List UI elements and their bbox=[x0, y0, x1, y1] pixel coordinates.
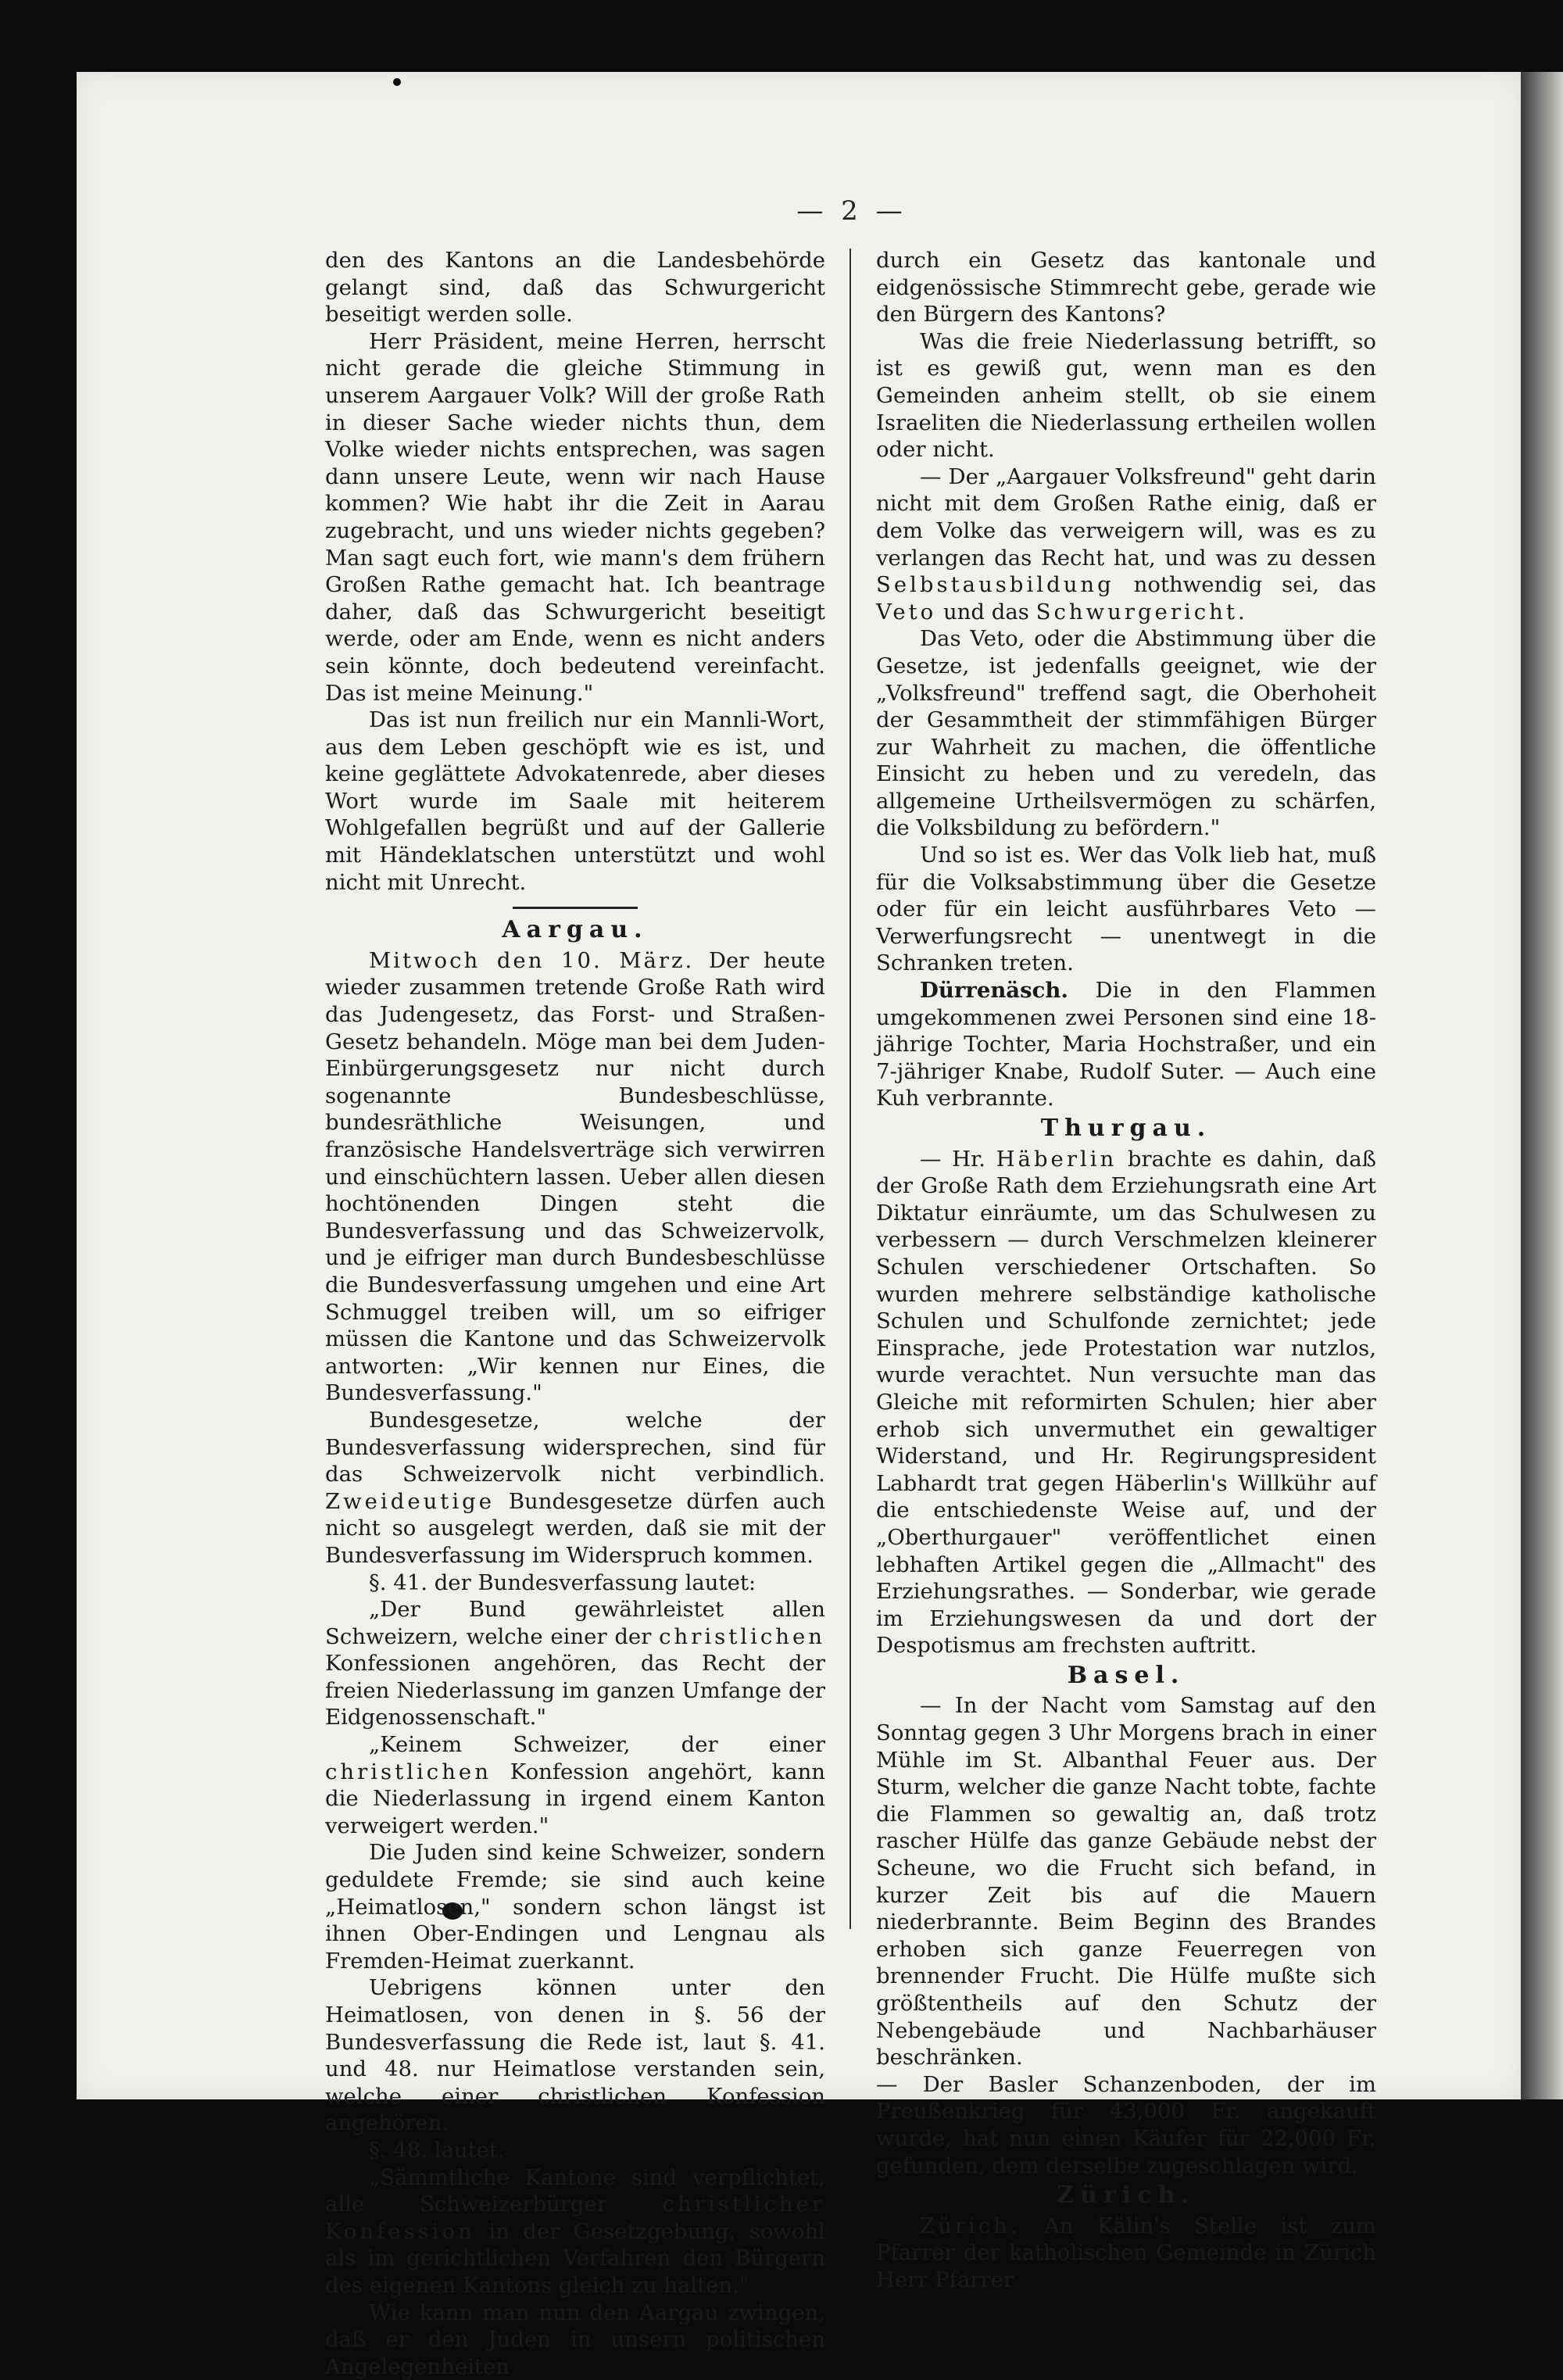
paragraph bbox=[325, 947, 825, 1407]
paragraph: §. 48. lautet. bbox=[369, 2137, 505, 2163]
right-column bbox=[876, 247, 1376, 2294]
paragraph: Uebrigens können unter den Heimatlosen, von denen in §. 56 der Bundesverfassung die Rede ist, laut §. 41. und 48. nur Heimatlose verstanden sein, welche einer christlichen Konfession angehören. bbox=[325, 1975, 825, 2136]
paragraph-text: „Sämmtliche Kantone sind verpflichtet, alle Schweizerbürger bbox=[325, 2164, 825, 2217]
paragraph-text: Die in den Flammen umgekommenen zwei Personen sind eine 18-jährige Tochter, Maria Hochstraßer, und ein 7-jähriger Knabe, Rudolf Suter. — Auch eine Kuh verbrannte. bbox=[876, 978, 1376, 1111]
paragraph: §. 41. der Bundesverfassung lautet: bbox=[369, 1569, 756, 1595]
emphasis-text: christlichen bbox=[325, 1759, 492, 1784]
emphasis-text: Veto bbox=[876, 599, 937, 625]
paragraph: den des Kantons an die Landesbehörde gelangt sind, daß das Schwurgericht beseitigt werden solle. bbox=[325, 248, 825, 327]
paragraph: durch ein Gesetz das kantonale und eidgenössische Stimmrecht gebe, gerade wie den Bürgern des Kantons? bbox=[876, 248, 1376, 327]
quote bbox=[325, 1596, 825, 1731]
paragraph-text: An Kälin's Stelle ist zum Pfarrer der katholischen Gemeinde in Zürich Herr Pfarrer bbox=[876, 2213, 1376, 2292]
paragraph-text: Konfessionen angehören, das Recht der freien Niederlassung im ganzen Umfange der Eidgenossenschaft." bbox=[325, 1651, 825, 1730]
paragraph bbox=[876, 977, 1376, 1112]
quote bbox=[325, 1731, 825, 1839]
dateline: Zürich. bbox=[920, 2213, 1021, 2239]
paragraph: — Der Basler Schanzenboden, der im Preußenkrieg für 43,000 Fr. angekauft wurde, hat nun einen Käufer für 22,000 Fr. gefunden, dem derselbe zugeschlagen wird. bbox=[876, 2071, 1376, 2178]
paragraph: Herr Präsident, meine Herren, herrscht nicht gerade die gleiche Stimmung in unserem Aargauer Volk? Will der große Rath in dieser Sache wieder nichts thun, dem Volke wieder nichts entsprechen, was sagen dann unsere Leute, wenn wir nach Hause kommen? Wie habt ihr die Zeit in Aarau zugebracht, und uns wieder nichts gegeben? Man sagt euch fort, wie mann's dem frühern Großen Rathe gemacht hat. Ich beantrage daher, daß das Schwurgericht beseitigt werde, oder am Ende, wenn es nicht anders sein könnte, doch bedeutend vereinfacht. Das ist meine Meinung." bbox=[325, 328, 825, 706]
page-number: — 2 — bbox=[796, 195, 907, 227]
emphasis-text: Zweideutige bbox=[325, 1488, 495, 1514]
paragraph-text: brachte es dahin, daß der Große Rath dem Erziehungsrath eine Art Diktatur einräumte, um das Schulwesen zu verbessern — durch Verschmelzen kleinerer Schulen verschiedener Ortschaften. So wurden mehrere selbständige katholische Schulen und Schulfonde zernichtet; jede Einsprache, jede Protestation war nutzlos, wurde verachtet. Nun versuchte man das Gleiche mit reformirten Schulen; hier aber erhob sich unvermuthet ein gewaltiger Widerstand, und Hr. Regirungspresident Labhardt trat gegen Häberlin's Willkühr auf die entschiedenste Weise auf, und der „Oberthurgauer" veröffentlichet einen lebhaften Artikel gegen die „Allmacht" des Erziehungsrathes. — Sonderbar, wie gerade im Erziehungswesen da und dort der Despotismus am frechsten auftritt. bbox=[876, 1146, 1376, 1659]
paragraph-text: Der heute wieder zusammen tretende Große Rath wird das Judengesetz, das Forst- und Straßen-Gesetz behandeln. Möge man bei dem Juden-Einbürgerungsgesetz nur nicht durch sogenannte Bundesbeschlüsse, bundesräthliche Weisungen, und französische Handelsverträge sich verwirren und einschüchtern lassen. Ueber allen diesen hochtönenden Dingen steht die Bundesverfassung und das Schweizervolk, und je eifriger man durch Bundesbeschlüsse die Bundesverfassung umgehen und eine Art Schmuggel treiben will, um so eifriger müssen die Kantone und das Schweizervolk antworten: „Wir kennen nur Eines, die Bundesverfassung." bbox=[325, 947, 825, 1406]
dateline: Mitwoch den 10. März. bbox=[369, 947, 695, 973]
paragraph-text: Bundesgesetze dürfen auch nicht so ausgelegt werden, daß sie mit der Bundesverfassung im Widerspruch kommen. bbox=[325, 1488, 825, 1568]
place-name: Dürrenäsch. bbox=[920, 978, 1068, 1004]
paragraph bbox=[876, 463, 1376, 626]
ink-mark bbox=[393, 78, 401, 86]
paragraph-text: und das bbox=[942, 599, 1029, 625]
paragraph-text: Bundesgesetze, welche der Bundesverfassung widersprechen, sind für das Schweizervolk nicht verbindlich. bbox=[325, 1407, 825, 1487]
paragraph: Das Veto, oder die Abstimmung über die Gesetze, ist jedenfalls geeignet, wie der „Volksfreund" treffend sagt, die Oberhoheit der Gesammtheit der stimmfähigen Bürger zur Wahrheit zu machen, die öffentliche Einsicht zu heben und zu veredeln, das allgemeine Urtheilsvermögen zu schärfen, die Volksbildung zu befördern." bbox=[876, 626, 1376, 841]
emphasis-text: Häberlin bbox=[996, 1146, 1118, 1172]
emphasis-text: Selbstausbildung bbox=[876, 572, 1114, 598]
emphasis-text: christlicher Konfession bbox=[325, 2192, 825, 2244]
emphasis-text: christlichen bbox=[659, 1623, 825, 1649]
paragraph: Und so ist es. Wer das Volk lieb hat, muß für die Volksabstimmung über die Gesetze oder für ein leicht ausführbares Veto — Verwerfungsrecht — unentwegt in die Schranken treten. bbox=[876, 843, 1376, 976]
paragraph-text: „Keinem Schweizer, der einer bbox=[369, 1732, 825, 1758]
paragraph-text: — Hr. bbox=[920, 1146, 985, 1172]
paragraph-text: nothwendig sei, das bbox=[1133, 572, 1376, 598]
paragraph-text: „Der Bund gewährleistet allen Schweizern, welche einer der bbox=[325, 1597, 825, 1649]
paragraph bbox=[325, 1407, 825, 1569]
section-heading-thurgau: Thurgau. bbox=[1040, 1115, 1212, 1142]
paragraph bbox=[876, 2213, 1376, 2294]
paragraph: Die Juden sind keine Schweizer, sondern geduldete Fremde; sie sind auch keine „Heimatlosen," sondern schon längst ist ihnen Ober-Endingen und Lengnau als Fremden-Heimat zuerkannt. bbox=[325, 1840, 825, 1974]
paragraph: Wie kann man nun den Aargau zwingen, daß er den Juden in unsern politischen Angelegenheiten bbox=[325, 2299, 825, 2379]
section-divider bbox=[513, 907, 638, 909]
paragraph: Was die freie Niederlassung betrifft, so ist es gewiß gut, wenn man es den Gemeinden anheim stellt, ob sie einem Israeliten die Niederlassung ertheilen wollen oder nicht. bbox=[876, 328, 1376, 463]
paragraph-text: in der Gesetzgebung, sowohl als im gerichtlichen Verfahren den Bürgern des eigenen Kantons gleich zu halten." bbox=[325, 2218, 825, 2298]
paragraph bbox=[876, 1146, 1376, 1659]
section-heading-basel: Basel. bbox=[1067, 1661, 1186, 1689]
section-heading-aargau: Aargau. bbox=[502, 916, 649, 944]
emphasis-text: Schwurgericht. bbox=[1035, 599, 1248, 625]
paragraph-text: Konfession angehört, kann die Niederlassung in irgend einem Kanton verweigert werden." bbox=[325, 1759, 825, 1838]
paragraph: — In der Nacht vom Samstag auf den Sonntag gegen 3 Uhr Morgens brach in einer Mühle im St. Albanthal Feuer aus. Der Sturm, welcher die ganze Nacht tobte, fachte die Flammen so gewaltig an, daß trotz rascher Hülfe das ganze Gebäude nebst der Scheune, wo die Frucht sich befand, in kurzer Zeit bis auf die Mauern niederbrannte. Beim Beginn des Brandes erhoben sich ganze Feuerregen von brennender Frucht. Die Hülfe mußte sich größtentheils auf den Schutz der Nebengebäude und Nachbarhäuser beschränken. bbox=[876, 1693, 1376, 2070]
quote bbox=[325, 2164, 825, 2299]
paragraph: Das ist nun freilich nur ein Mannli-Wort, aus dem Leben geschöpft wie es ist, und keine geglättete Advokatenrede, aber dieses Wort wurde im Saale mit heiterem Wohlgefallen begrüßt und auf der Gallerie mit Händeklatschen unterstützt und wohl nicht mit Unrecht. bbox=[325, 707, 825, 895]
section-heading-zuerich: Zürich. bbox=[1057, 2181, 1196, 2210]
left-column bbox=[325, 247, 825, 2380]
adjacent-page-edge bbox=[1521, 72, 1563, 2099]
paragraph-text: — Der „Aargauer Volksfreund" geht darin nicht mit dem Großen Rathe einig, daß er dem Volke das verweigern will, was es zu verlangen das Recht hat, und was zu dessen bbox=[876, 463, 1376, 571]
column-divider bbox=[849, 249, 851, 1929]
